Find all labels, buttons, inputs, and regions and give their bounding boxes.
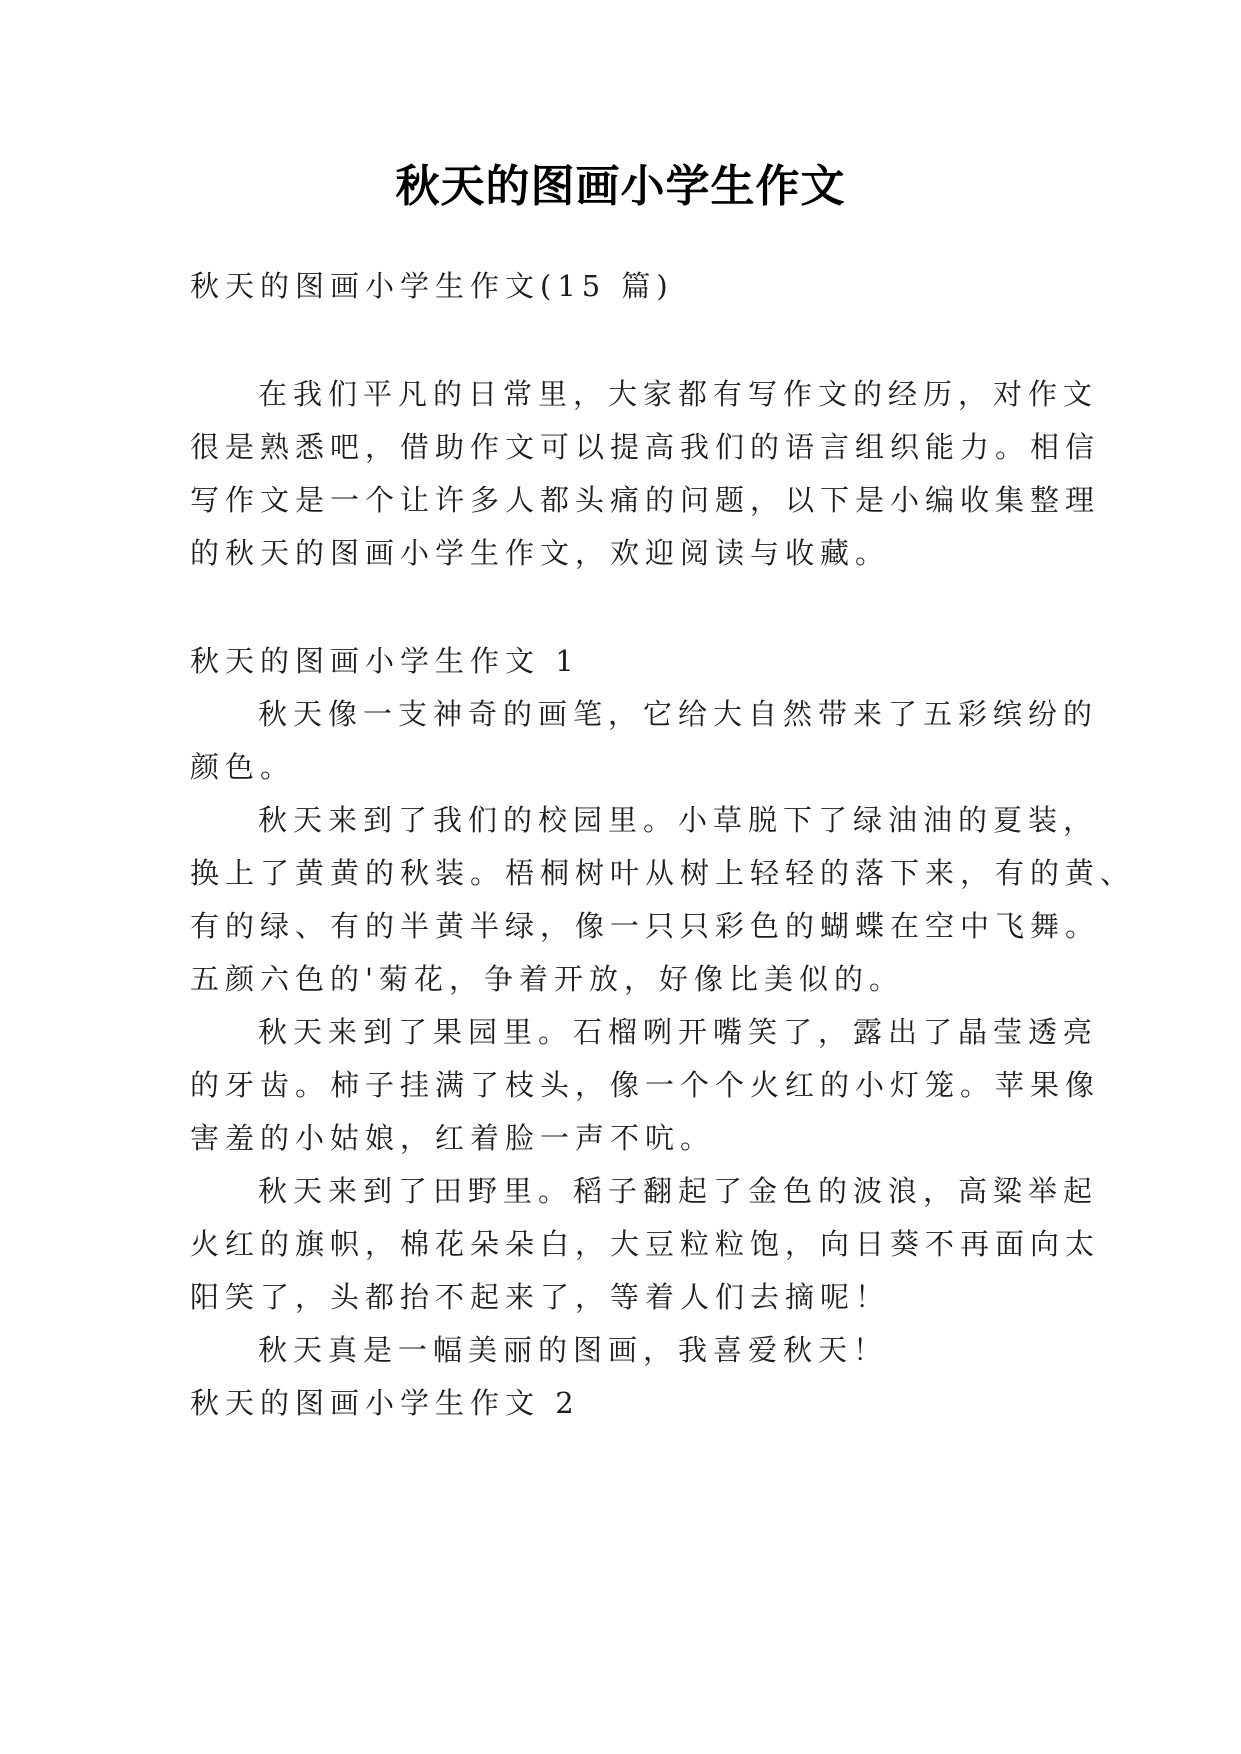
intro-line: 很是熟悉吧，借助作文可以提高我们的语言组织能力。相信 [190,430,1101,464]
essay-1-line: 秋天像一支神奇的画笔，它给大自然带来了五彩缤纷的 [258,697,1099,731]
essay-1-line: 的牙齿。柿子挂满了枝头，像一个个火红的小灯笼。苹果像 [190,1068,1101,1102]
document-subtitle: 秋天的图画小学生作文(15 篇) [190,269,674,303]
essay-1-line: 秋天来到了果园里。石榴咧开嘴笑了，露出了晶莹透亮 [258,1015,1099,1049]
essay-1-line: 有的绿、有的半黄半绿，像一只只彩色的蝴蝶在空中飞舞。 [190,909,1101,943]
essay-1-line: 秋天来到了田野里。稻子翻起了金色的波浪，高粱举起 [258,1174,1099,1208]
essay-1-line: 害羞的小姑娘，红着脸一声不吭。 [190,1121,716,1155]
essay-1-line: 换上了黄黄的秋装。梧桐树叶从树上轻轻的落下来，有的黄、 [190,856,1136,890]
essay-1-line: 火红的旗帜，棉花朵朵白，大豆粒粒饱，向日葵不再面向太 [190,1227,1101,1261]
intro-line: 在我们平凡的日常里，大家都有写作文的经历，对作文 [258,377,1099,411]
essay-2-heading: 秋天的图画小学生作文 2 [190,1386,580,1420]
essay-1-line: 秋天来到了我们的校园里。小草脱下了绿油油的夏装， [258,803,1099,837]
intro-line: 的秋天的图画小学生作文，欢迎阅读与收藏。 [190,536,891,570]
document-title: 秋天的图画小学生作文 [395,161,846,212]
essay-1-line: 颜色。 [190,750,296,784]
essay-1-line: 五颜六色的'菊花，争着开放，好像比美似的。 [190,962,904,996]
essay-1-line: 阳笑了，头都抬不起来了，等着人们去摘呢！ [190,1280,891,1314]
essay-1-line: 秋天真是一幅美丽的图画，我喜爱秋天！ [258,1333,889,1367]
intro-line: 写作文是一个让许多人都头痛的问题，以下是小编收集整理 [190,483,1101,517]
essay-1-heading: 秋天的图画小学生作文 1 [190,644,580,678]
